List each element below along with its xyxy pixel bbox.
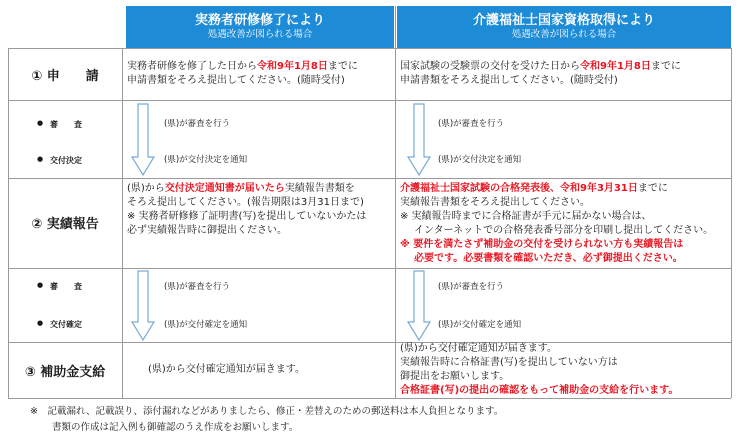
a-report-line2: そろえ提出してください。(報告期限は3月31日まで) xyxy=(127,197,364,208)
grid-line xyxy=(731,48,732,398)
bullet-icon: ● xyxy=(37,319,44,327)
header-b-title: 介護福祉士国家資格取得により xyxy=(472,13,655,28)
step-confirm-label: 交付確定 xyxy=(50,320,82,329)
a-apply-text-post: までに xyxy=(327,61,358,72)
grid-line xyxy=(8,398,731,399)
grid-line xyxy=(8,268,731,269)
a-apply-deadline: 令和9年1月8日 xyxy=(257,61,328,72)
footnote-line1: ※ 記載漏れ、記載誤り、添付漏れなどがありましたら、修正・差替えのための郵送料は本人負担となります。 xyxy=(30,406,504,417)
b-payment-line4: 合格証書(写)の提出の確認をもって補助金の支給を行います。 xyxy=(400,385,679,396)
b-decision-text: (県)が交付決定を通知 xyxy=(438,155,522,165)
footnote-line2: 書類の作成は記入例も御確認のうえ作成をお願いします。 xyxy=(52,422,299,433)
step-payment-label: ③ 補助金支給 xyxy=(24,364,106,380)
b-payment-line1: (県)から交付確定通知が届きます。 xyxy=(400,343,558,354)
a-report-text-post: 実績報告書類を xyxy=(284,183,355,194)
a-review2-text: (県)が審査を行う xyxy=(164,282,231,292)
grid-line xyxy=(395,6,396,398)
grid-line xyxy=(8,100,731,101)
b-report-line5: ※ 要件を満たさず補助金の交付を受けられない方も実績報告は xyxy=(400,239,684,250)
step-review2-label: 審 査 xyxy=(50,282,82,291)
header-a-subtitle: 処遇改善が図られる場合 xyxy=(207,29,313,40)
b-review2-text: (県)が審査を行う xyxy=(438,282,505,292)
b-apply-text-post: までに xyxy=(650,61,681,72)
grid-line xyxy=(8,178,731,179)
b-confirm-text: (県)が交付確定を通知 xyxy=(438,320,522,330)
b-report-highlight: 介護福祉士国家試験の合格発表後、令和9年3月31日 xyxy=(400,183,638,194)
bullet-icon: ● xyxy=(37,155,44,163)
step-report-label: ② 実績報告 xyxy=(31,216,99,232)
b-payment-line2: 実績報告時に合格証書(写)を提出していない方は xyxy=(400,357,618,368)
b-report-text-post: までに xyxy=(637,183,668,194)
b-payment-line3: 御提出をお願いします。 xyxy=(400,371,510,382)
a-apply-line1 xyxy=(127,60,358,74)
b-apply-line1 xyxy=(400,60,681,74)
b-report-line6: 必要です。必要書類を確認いただき、必ず御提出ください。 xyxy=(414,253,683,264)
a-confirm-text: (県)が交付確定を通知 xyxy=(164,320,248,330)
b-report-line1 xyxy=(400,182,668,196)
a-report-line1 xyxy=(127,182,355,196)
b-report-line4: インターネットでの合格発表番号部分を印刷し提出してください。 xyxy=(414,225,714,236)
a-report-highlight: 交付決定通知書が届いたら xyxy=(164,183,285,194)
flow-arrow-b2 xyxy=(406,270,432,342)
grid-line xyxy=(8,342,731,343)
b-report-line3: ※ 実績報告時までに合格証書が手元に届かない場合は、 xyxy=(400,211,652,222)
flow-arrow-a2 xyxy=(130,270,156,342)
a-payment-text: (県)から交付確定通知が届きます。 xyxy=(148,364,306,375)
a-report-line4: 必ず実績報告時に御提出ください。 xyxy=(127,225,287,236)
a-report-line3: ※ 実務者研修修了証明書(写)を提出していないかたは xyxy=(127,211,367,222)
header-national-qualification xyxy=(397,6,731,48)
b-apply-text: 国家試験の受験票の交付を受けた日から xyxy=(400,61,580,72)
header-practitioner-training xyxy=(126,6,394,48)
a-apply-line2: 申請書類をそろえ提出してください。(随時受付) xyxy=(127,75,345,86)
b-report-line2: 実績報告書類をそろえ提出してください。 xyxy=(400,197,590,208)
step-apply-label: ① 申 請 xyxy=(31,68,99,84)
step-review-label: 審 査 xyxy=(50,120,82,129)
flow-arrow-b1 xyxy=(406,103,432,177)
step-decision-label: 交付決定 xyxy=(50,156,82,165)
header-a-title: 実務者研修修了により xyxy=(194,13,325,28)
grid-line xyxy=(8,48,731,49)
a-apply-text: 実務者研修を修了した日から xyxy=(127,61,257,72)
grid-line xyxy=(122,48,123,398)
header-b-subtitle: 処遇改善が図られる場合 xyxy=(511,29,617,40)
b-apply-deadline: 令和9年1月8日 xyxy=(580,61,651,72)
a-decision-text: (県)が交付決定を通知 xyxy=(164,155,248,165)
a-report-text: (県)から xyxy=(127,183,165,194)
flow-arrow-a1 xyxy=(130,103,156,177)
a-review-text: (県)が審査を行う xyxy=(164,119,231,129)
bullet-icon: ● xyxy=(37,281,44,289)
b-review-text: (県)が審査を行う xyxy=(438,119,505,129)
bullet-icon: ● xyxy=(37,119,44,127)
b-apply-line2: 申請書類をそろえ提出してください。(随時受付) xyxy=(400,75,618,86)
